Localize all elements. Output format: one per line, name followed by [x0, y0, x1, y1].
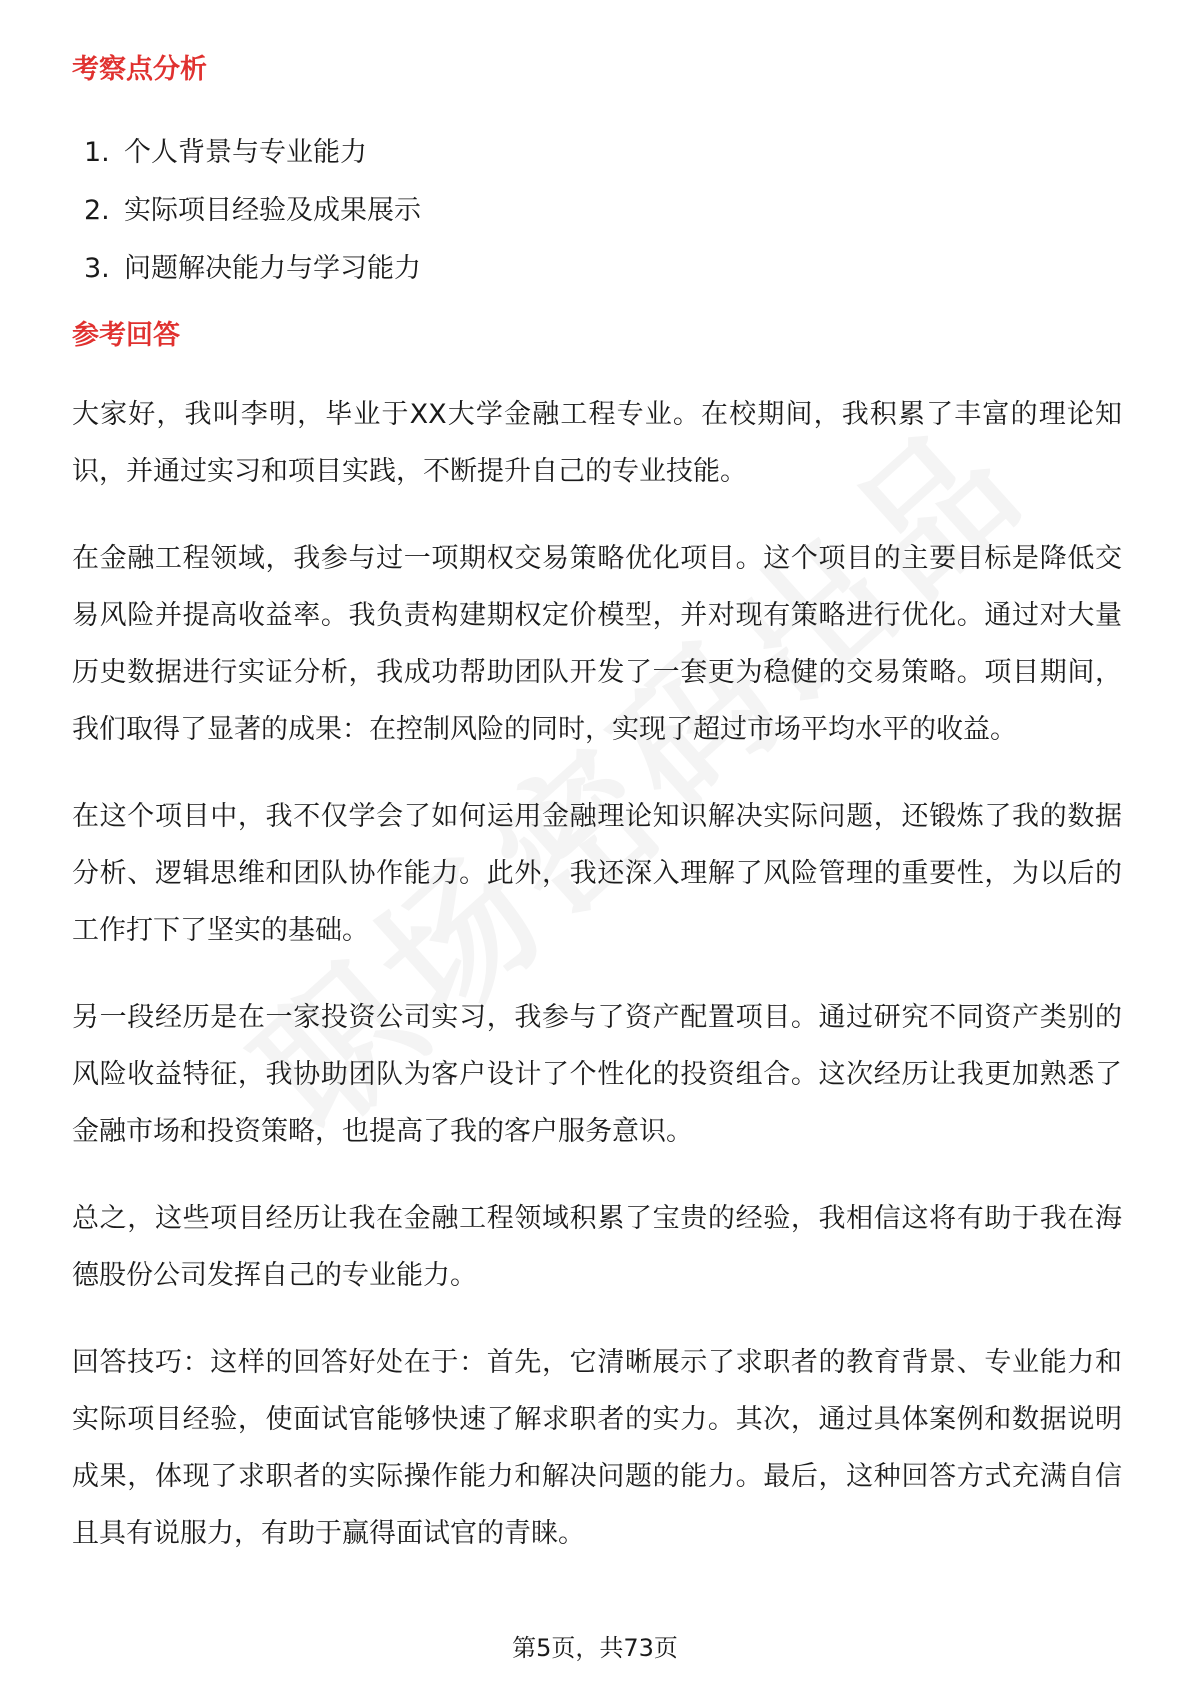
answer-paragraph-learning: 在这个项目中，我不仅学会了如何运用金融理论知识解决实际问题，还锻炼了我的数据分析、逻辑思维和团队协作能力。此外，我还深入理解了风险管理的重要性，为以后的工作打下了坚实的基础。 — [72, 801, 1122, 946]
analysis-points-list — [84, 124, 421, 298]
answer-body — [72, 386, 1122, 1592]
answer-paragraph-summary: 总之，这些项目经历让我在金融工程领域积累了宝贵的经验，我相信这将有助于我在海德股份公司发挥自己的专业能力。 — [72, 1203, 1122, 1291]
list-item-number: 2. — [84, 195, 110, 226]
list-item — [84, 124, 421, 182]
section-title-analysis: 考察点分析 — [72, 54, 207, 85]
list-item-text: 实际项目经验及成果展示 — [124, 195, 421, 226]
section-title-answer: 参考回答 — [72, 320, 180, 351]
list-item — [84, 240, 421, 298]
list-item-text: 个人背景与专业能力 — [124, 137, 367, 168]
answer-paragraph-intro: 大家好，我叫李明，毕业于XX大学金融工程专业。在校期间，我积累了丰富的理论知识，并通过实习和项目实践，不断提升自己的专业技能。 — [72, 399, 1122, 487]
answer-paragraph-project: 在金融工程领域，我参与过一项期权交易策略优化项目。这个项目的主要目标是降低交易风险并提高收益率。我负责构建期权定价模型，并对现有策略进行优化。通过对大量历史数据进行实证分析，我成功帮助团队开发了一套更为稳健的交易策略。项目期间，我们取得了显著的成果：在控制风险的同时，实现了超过市场平均水平的收益。 — [72, 543, 1122, 745]
list-item-number: 1. — [84, 137, 110, 168]
answer-paragraph-tips: 回答技巧：这样的回答好处在于：首先，它清晰展示了求职者的教育背景、专业能力和实际项目经验，使面试官能够快速了解求职者的实力。其次，通过具体案例和数据说明成果，体现了求职者的实际操作能力和解决问题的能力。最后，这种回答方式充满自信且具有说服力，有助于赢得面试官的青睐。 — [72, 1347, 1122, 1549]
list-item — [84, 182, 421, 240]
answer-paragraph-internship: 另一段经历是在一家投资公司实习，我参与了资产配置项目。通过研究不同资产类别的风险收益特征，我协助团队为客户设计了个性化的投资组合。这次经历让我更加熟悉了金融市场和投资策略，也提高了我的客户服务意识。 — [72, 1002, 1122, 1147]
list-item-text: 问题解决能力与学习能力 — [124, 253, 421, 284]
page-number: 第5页，共73页 — [512, 1634, 678, 1662]
list-item-number: 3. — [84, 253, 110, 284]
